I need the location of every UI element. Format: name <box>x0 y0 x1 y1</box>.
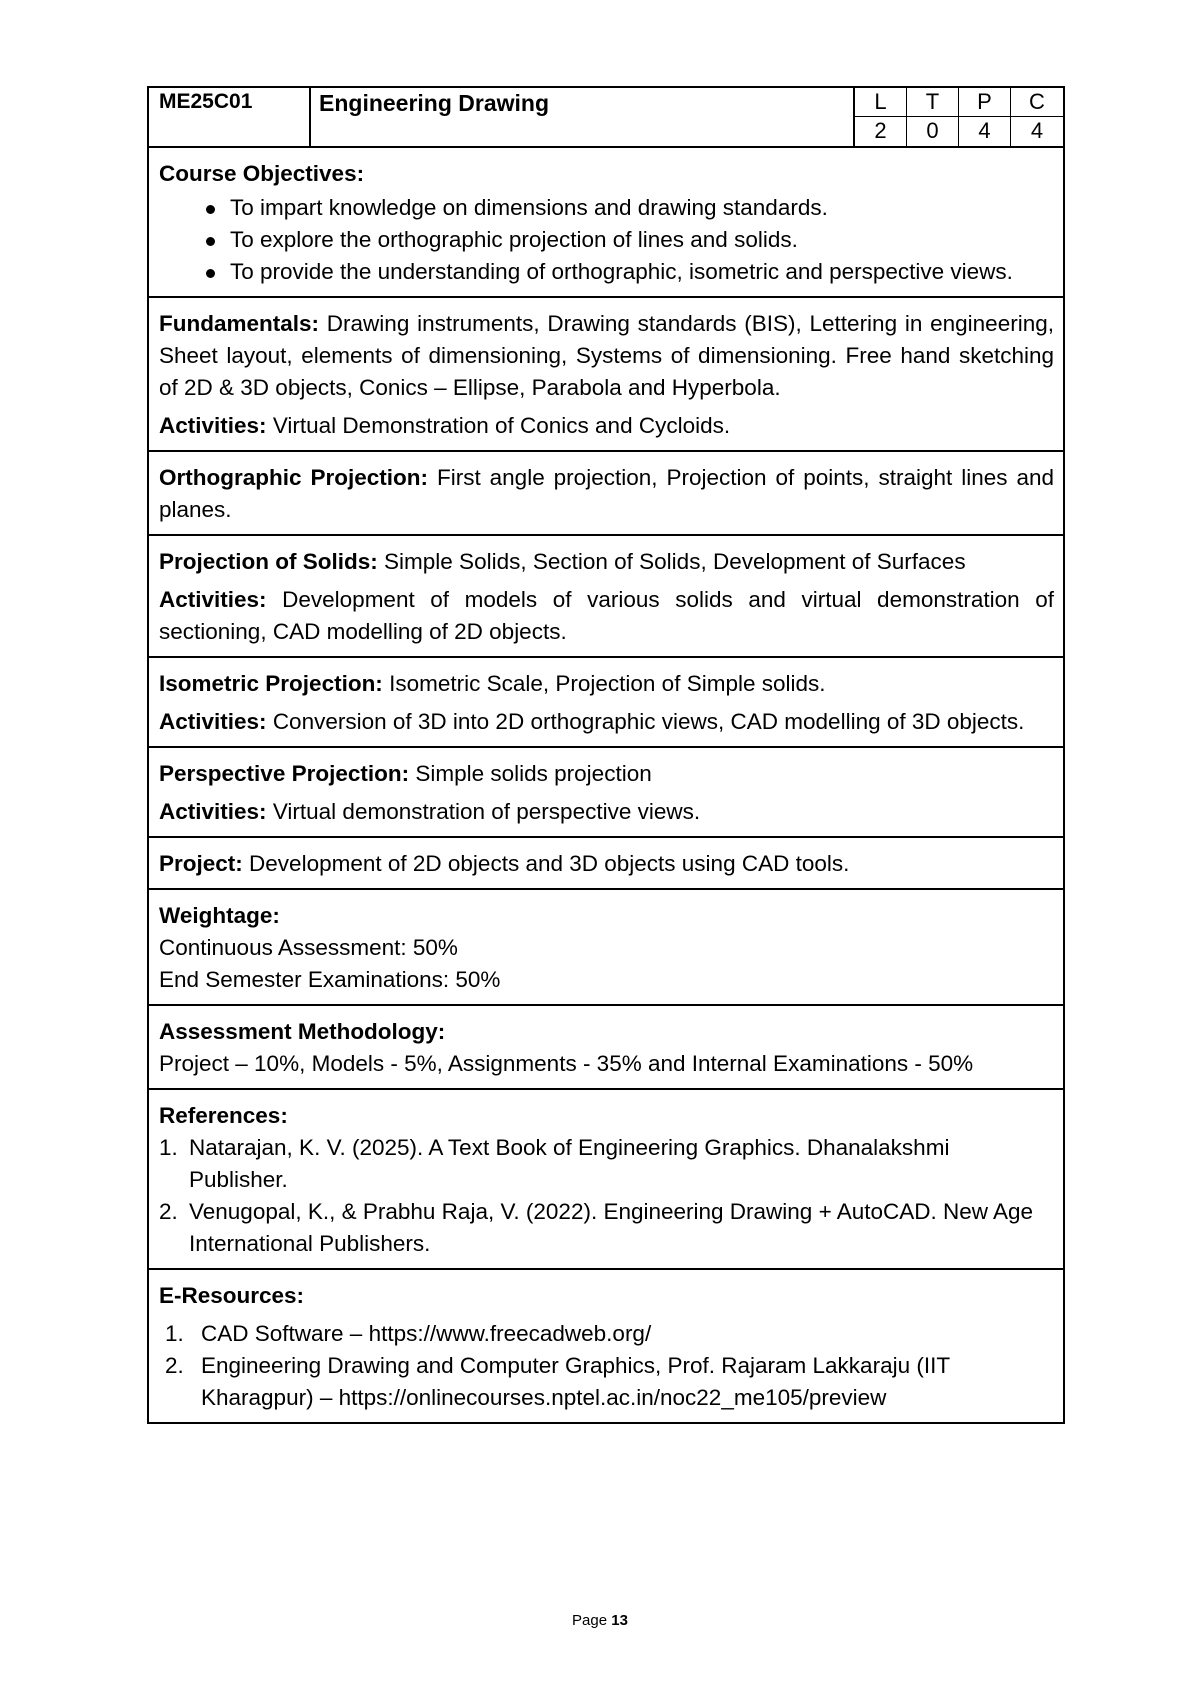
assessment-heading: Assessment Methodology: <box>159 1019 446 1044</box>
isometric-section <box>149 658 1063 748</box>
reference-number: 2. <box>159 1199 178 1224</box>
perspective-section <box>149 748 1063 838</box>
eresources-section <box>149 1270 1063 1422</box>
course-code: ME25C01 <box>149 88 311 146</box>
orthographic-paragraph <box>159 462 1054 526</box>
isometric-paragraph <box>159 668 1054 700</box>
weightage-section <box>149 890 1063 1006</box>
activities-text: Virtual demonstration of perspective views. <box>272 799 701 824</box>
fundamentals-section <box>149 298 1063 452</box>
solids-label: Projection of Solids: <box>159 549 378 574</box>
ltpc-value-t: 0 <box>907 117 959 146</box>
weightage-line: Continuous Assessment: 50% <box>159 935 458 960</box>
reference-text: Natarajan, K. V. (2025). A Text Book of Engineering Graphics. Dhanalakshmi Publisher. <box>189 1135 950 1192</box>
reference-text: Venugopal, K., & Prabhu Raja, V. (2022). Engineering Drawing + AutoCAD. New Age International Publishers. <box>189 1199 1034 1256</box>
fundamentals-activities <box>159 410 1054 442</box>
ltpc-grid <box>855 88 1063 146</box>
fundamentals-label: Fundamentals: <box>159 311 320 336</box>
eresource-item <box>159 1350 1054 1414</box>
reference-item <box>159 1196 1054 1260</box>
objectives-heading: Course Objectives: <box>159 161 365 186</box>
references-section <box>149 1090 1063 1270</box>
activities-label: Activities: <box>159 413 267 438</box>
isometric-activities <box>159 706 1054 738</box>
eresources-list <box>159 1318 1054 1414</box>
fundamentals-paragraph <box>159 308 1054 404</box>
ltpc-value-l: 2 <box>855 117 907 146</box>
solids-text: Simple Solids, Section of Solids, Development of Surfaces <box>384 549 966 574</box>
objectives-list <box>159 192 1054 288</box>
eresources-heading: E-Resources: <box>159 1283 305 1308</box>
perspective-text: Simple solids projection <box>415 761 652 786</box>
reference-item <box>159 1132 1054 1196</box>
references-list <box>159 1132 1054 1260</box>
perspective-paragraph <box>159 758 1054 790</box>
reference-number: 1. <box>159 1135 178 1160</box>
ltpc-header-l: L <box>855 88 907 117</box>
activities-text: Virtual Demonstration of Conics and Cycloids. <box>272 413 731 438</box>
objective-item: To explore the orthographic projection of lines and solids. <box>159 224 1054 256</box>
assessment-section <box>149 1006 1063 1090</box>
eresource-text: Engineering Drawing and Computer Graphics, Prof. Rajaram Lakkaraju (IIT Kharagpur) – https://onlinecourses.nptel.ac.in/noc22_me105/preview <box>201 1353 950 1410</box>
syllabus-table <box>147 86 1065 1424</box>
objective-item: To provide the understanding of orthographic, isometric and perspective views. <box>159 256 1054 288</box>
solids-activities <box>159 584 1054 648</box>
solids-paragraph <box>159 546 1054 578</box>
references-heading: References: <box>159 1103 288 1128</box>
eresource-item <box>159 1318 1054 1350</box>
weightage-heading: Weightage: <box>159 903 280 928</box>
ltpc-value-p: 4 <box>959 117 1011 146</box>
activities-text: Development of models of various solids and virtual demonstration of sectioning, CAD modelling of 2D objects. <box>159 587 1054 644</box>
eresource-number: 2. <box>165 1353 184 1378</box>
ltpc-header-t: T <box>907 88 959 117</box>
fundamentals-text: Drawing instruments, Drawing standards (BIS), Lettering in engineering, Sheet layout, elements of dimensioning, Systems of dimensioning. Free hand sketching of 2D & 3D objects, Conics – Ellipse, Parabola and Hyperbola. <box>159 311 1054 400</box>
page-number: 13 <box>611 1612 628 1629</box>
project-label: Project: <box>159 851 243 876</box>
activities-label: Activities: <box>159 587 267 612</box>
isometric-label: Isometric Projection: <box>159 671 383 696</box>
assessment-text: Project – 10%, Models - 5%, Assignments - 35% and Internal Examinations - 50% <box>159 1051 974 1076</box>
solids-section <box>149 536 1063 658</box>
project-section <box>149 838 1063 890</box>
orthographic-label: Orthographic Projection: <box>159 465 428 490</box>
weightage-line: End Semester Examinations: 50% <box>159 967 501 992</box>
perspective-label: Perspective Projection: <box>159 761 410 786</box>
course-title: Engineering Drawing <box>311 88 855 146</box>
isometric-text: Isometric Scale, Projection of Simple solids. <box>389 671 826 696</box>
activities-text: Conversion of 3D into 2D orthographic views, CAD modelling of 3D objects. <box>272 709 1025 734</box>
eresource-text: CAD Software – https://www.freecadweb.org/ <box>201 1321 652 1346</box>
activities-label: Activities: <box>159 709 267 734</box>
activities-label: Activities: <box>159 799 267 824</box>
course-header <box>149 88 1063 148</box>
objectives-section <box>149 148 1063 298</box>
ltpc-value-c: 4 <box>1030 118 1044 143</box>
orthographic-section <box>149 452 1063 536</box>
ltpc-header-c: C <box>1011 88 1063 117</box>
ltpc-header-p: P <box>959 88 1011 117</box>
orthographic-text: First angle projection, Projection of points, straight lines and planes. <box>159 465 1054 522</box>
perspective-activities <box>159 796 1054 828</box>
eresource-number: 1. <box>165 1321 184 1346</box>
project-text: Development of 2D objects and 3D objects using CAD tools. <box>249 851 850 876</box>
page-footer <box>0 1612 1200 1629</box>
objective-item: To impart knowledge on dimensions and drawing standards. <box>159 192 1054 224</box>
page-label: Page <box>572 1612 608 1629</box>
